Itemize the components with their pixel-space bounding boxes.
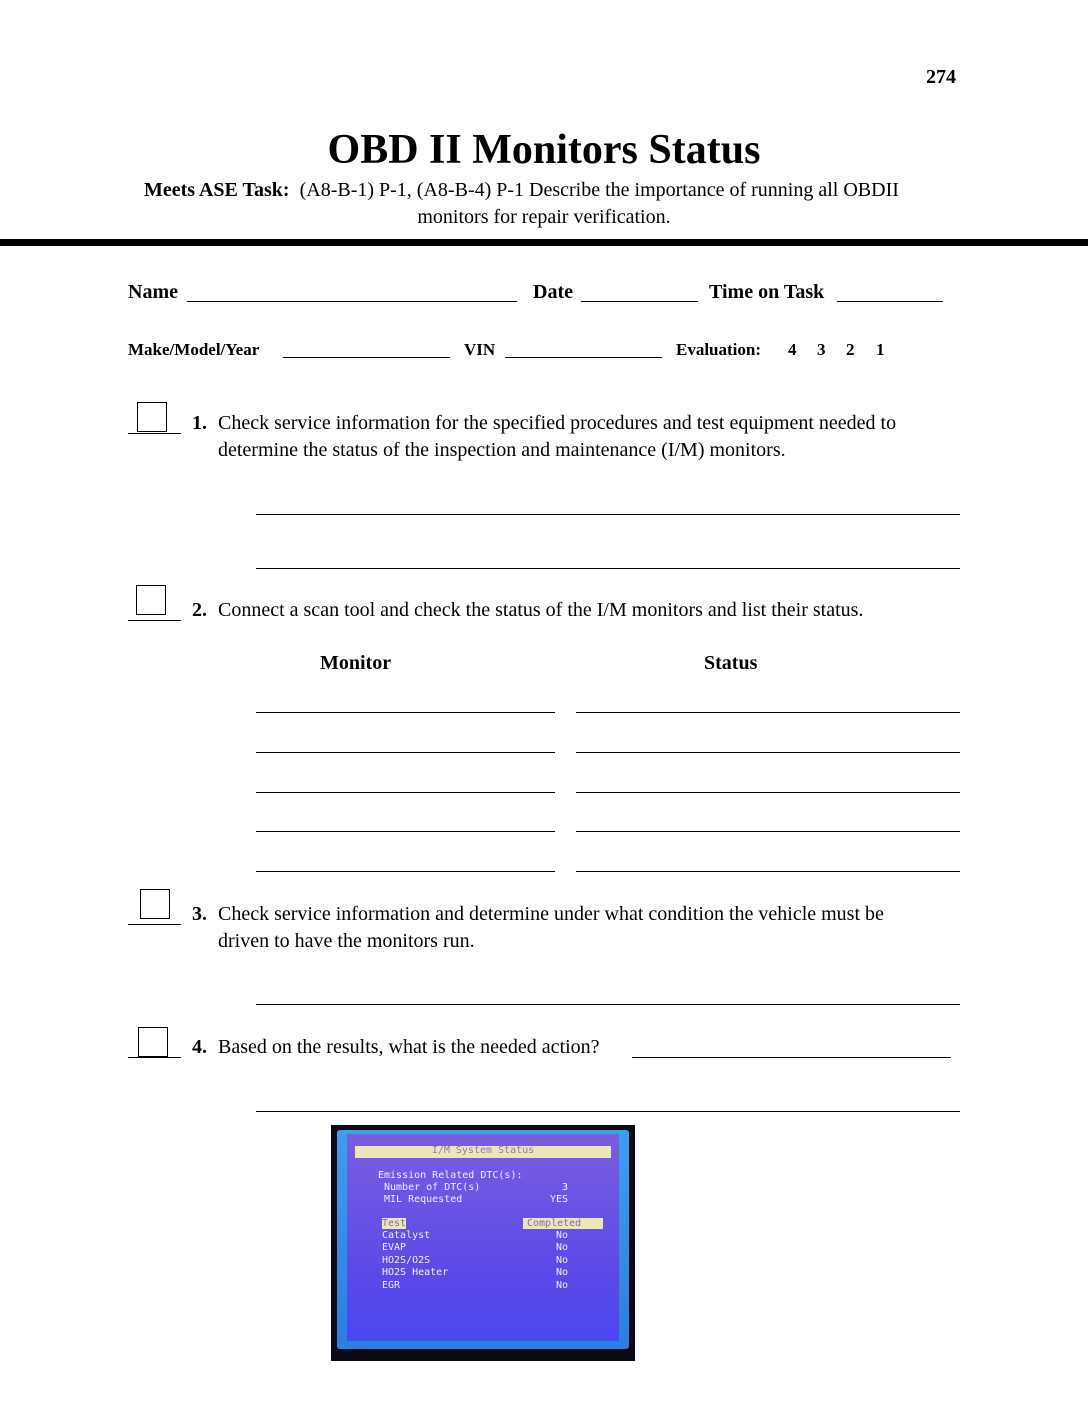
step-3-initial-line[interactable]	[128, 924, 181, 925]
step-2-text: Connect a scan tool and check the status of the I/M monitors and list their status.	[218, 599, 864, 621]
screen-monitor-value: No	[556, 1267, 569, 1278]
step-3-number: 3.	[192, 903, 207, 925]
step-3-answer-line[interactable]	[256, 1004, 960, 1005]
make-model-year-field[interactable]	[283, 357, 450, 358]
date-field[interactable]	[581, 301, 698, 302]
step-4-answer-field[interactable]	[632, 1057, 951, 1058]
scan-tool-screen-photo	[331, 1125, 635, 1361]
monitor-field[interactable]	[256, 792, 555, 793]
screen-monitor-label: EVAP	[382, 1242, 407, 1253]
status-field[interactable]	[576, 831, 960, 832]
screen-completed-header: Completed	[523, 1218, 603, 1229]
step-1-initial-line[interactable]	[128, 433, 181, 434]
step-1-answer-line[interactable]	[256, 568, 960, 569]
date-label: Date	[533, 281, 573, 303]
ase-text-cont: monitors for repair verification.	[417, 206, 671, 228]
screen-section: Emission Related DTC(s):	[378, 1170, 523, 1181]
header-rule	[0, 239, 1088, 246]
screen-monitor-value: No	[556, 1242, 569, 1253]
name-label: Name	[128, 281, 178, 303]
ase-task	[144, 179, 899, 202]
screen-row-value: YES	[550, 1194, 569, 1205]
step-4-answer-line[interactable]	[256, 1111, 960, 1112]
time-on-task-field[interactable]	[837, 301, 943, 302]
status-field[interactable]	[576, 752, 960, 753]
screen-monitor-label: Catalyst	[382, 1230, 431, 1241]
step-3-text-cont: driven to have the monitors run.	[218, 930, 475, 952]
monitor-header: Monitor	[320, 652, 392, 674]
page-title: OBD II Monitors Status	[327, 127, 761, 173]
monitor-field[interactable]	[256, 752, 555, 753]
screen-monitor-value: No	[556, 1280, 569, 1291]
step-1-text-cont: determine the status of the inspection and maintenance (I/M) monitors.	[218, 439, 786, 461]
score-4[interactable]: 4	[788, 340, 797, 359]
screen-monitor-label: EGR	[382, 1280, 401, 1291]
screen-row-value: 3	[562, 1182, 569, 1193]
time-on-task-label: Time on Task	[709, 281, 825, 303]
step-4-checkbox[interactable]	[138, 1027, 168, 1057]
step-4-initial-line[interactable]	[128, 1057, 181, 1058]
screen-title: I/M System Status	[431, 1145, 535, 1156]
vin-label: VIN	[464, 340, 496, 359]
step-3-text: Check service information and determine under what condition the vehicle must be	[218, 903, 884, 925]
step-1-text: Check service information for the specified procedures and test equipment needed to	[218, 412, 897, 434]
screen-monitor-value: No	[556, 1255, 569, 1266]
screen-test-header: Test	[382, 1218, 407, 1229]
monitor-field[interactable]	[256, 712, 555, 713]
step-1-number: 1.	[192, 412, 207, 434]
step-3-checkbox[interactable]	[140, 889, 170, 919]
step-2-number: 2.	[192, 599, 207, 621]
step-2-checkbox[interactable]	[136, 585, 166, 615]
ase-label: Meets ASE Task:	[144, 179, 290, 201]
name-field[interactable]	[187, 301, 517, 302]
score-3[interactable]: 3	[817, 340, 826, 359]
step-4-number: 4.	[192, 1036, 207, 1058]
ase-text: (A8-B-1) P-1, (A8-B-4) P-1 Describe the importance of running all OBDII	[299, 179, 899, 201]
score-1[interactable]: 1	[876, 340, 885, 359]
status-field[interactable]	[576, 792, 960, 793]
monitor-field[interactable]	[256, 831, 555, 832]
screen-row-label: MIL Requested	[384, 1194, 463, 1205]
status-field[interactable]	[576, 712, 960, 713]
screen-monitor-value: No	[556, 1230, 569, 1241]
page-number: 274	[926, 66, 956, 88]
make-model-year-label: Make/Model/Year	[128, 340, 260, 359]
screen-monitor-label: HO2S/O2S	[382, 1255, 431, 1266]
screen-monitor-label: HO2S Heater	[382, 1267, 449, 1278]
step-1-answer-line[interactable]	[256, 514, 960, 515]
monitor-field[interactable]	[256, 871, 555, 872]
vin-field[interactable]	[505, 357, 662, 358]
score-2[interactable]: 2	[846, 340, 855, 359]
step-1-checkbox[interactable]	[137, 402, 167, 432]
status-header: Status	[704, 652, 758, 674]
screen-row-label: Number of DTC(s)	[384, 1182, 481, 1193]
step-4-text: Based on the results, what is the needed action?	[218, 1036, 600, 1058]
evaluation-label: Evaluation:	[676, 340, 762, 359]
status-field[interactable]	[576, 871, 960, 872]
step-2-initial-line[interactable]	[128, 620, 181, 621]
